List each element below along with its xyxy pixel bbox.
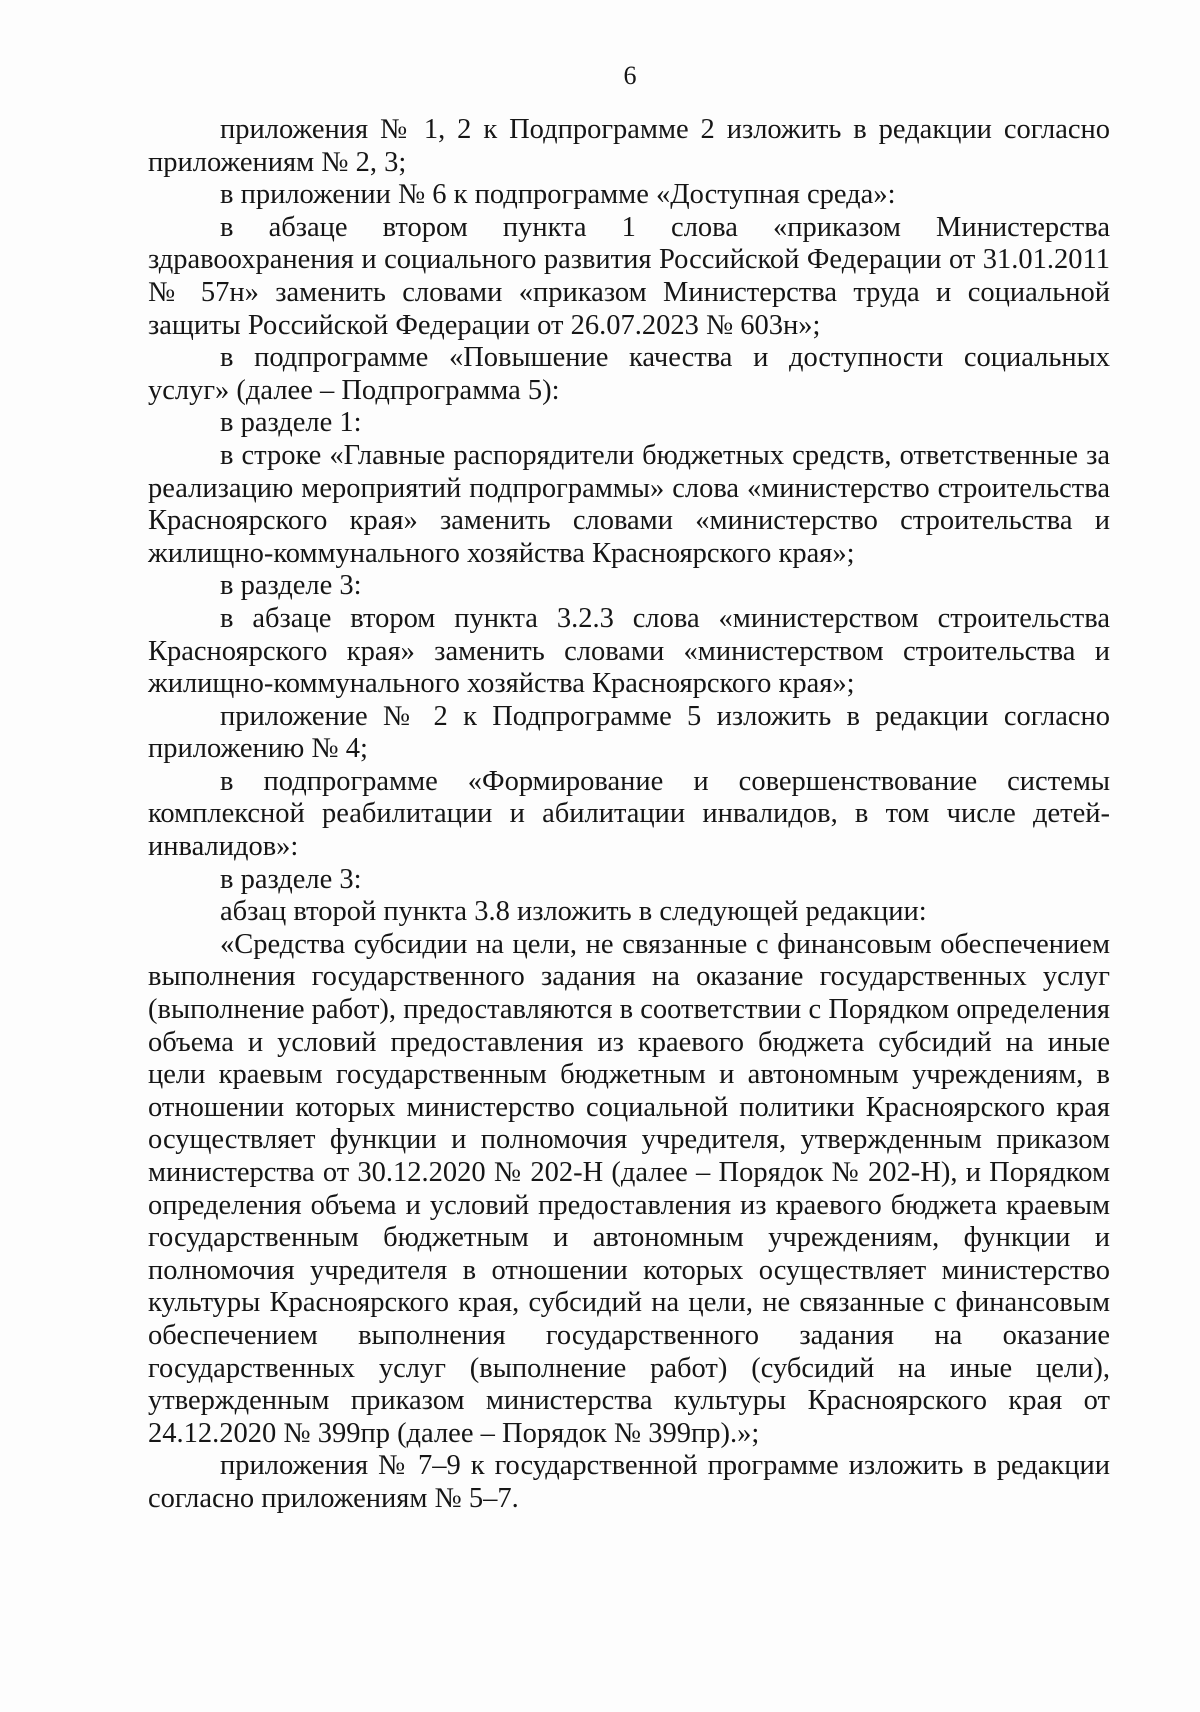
paragraph-subsidy-quote: «Средства субсидии на цели, не связанные с финансовым обеспечением выполнения государственного задания на оказание государственных услуг (выполнение работ), предоставляются в соответствии с Порядком определения объема и условий предоставления из краевого бюджета субсидий на иные цели краевым государственным бюджетным и автономным учреждениям, в отношении которых министерство социальной политики Красноярского края осуществляет функции и полномочия учредителя, утвержденным приказом министерства от 30.12.2020 № 202-Н (далее – Порядок № 202-Н), и Порядком определения объема и условий предоставления из краевого бюджета краевым государственным бюджетным и автономным учреждениям, функции и полномочия учредителя в отношении которых осуществляет министерство культуры Красноярского края, субсидий на цели, не связанные с финансовым обеспечением выполнения государственного задания на оказание государственных услуг (выполнение работ) (субсидий на иные цели), утвержденным приказом министерства культуры Красноярского края от 24.12.2020 № 399пр (далее – Порядок № 399пр).»; bbox=[148, 928, 1110, 1449]
paragraph-budget-managers-line: в строке «Главные распорядители бюджетных средств, ответственные за реализацию мероприятий подпрограммы» слова «министерство строительства Красноярского края» заменить словами «министерство строительства и жилищно-коммунального хозяйства Красноярского края»; bbox=[148, 439, 1110, 569]
paragraph-subprogram-5: в подпрограмме «Повышение качества и доступности социальных услуг» (далее – Подпрограмма 5): bbox=[148, 342, 1110, 406]
paragraph-section-3-second: в разделе 3: bbox=[220, 863, 362, 895]
paragraph-appendix-6-accessible-env: в приложении № 6 к подпрограмме «Доступная среда»: bbox=[220, 179, 896, 211]
paragraph-section-1: в разделе 1: bbox=[220, 407, 362, 439]
paragraph-clause-3-8-intro: абзац второй пункта 3.8 изложить в следующей редакции: bbox=[220, 896, 927, 928]
paragraph-clause-3-2-3: в абзаце втором пункта 3.2.3 слова «министерством строительства Красноярского края» заменить словами «министерством строительства и жилищно-коммунального хозяйства Красноярского края»; bbox=[148, 602, 1110, 700]
paragraph-appendix-2-subprogram-5: приложение № 2 к Подпрограмме 5 изложить в редакции согласно приложению № 4; bbox=[148, 700, 1110, 765]
page-number: 6 bbox=[623, 61, 637, 90]
paragraph-appendices-1-2: приложения № 1, 2 к Подпрограмме 2 изложить в редакции согласно приложениям № 2, 3; bbox=[148, 114, 1110, 178]
paragraph-order-replacement: в абзаце втором пункта 1 слова «приказом Министерства здравоохранения и социального развития Российской Федерации от 31.01.2011 № 57н» заменить словами «приказом Министерства труда и социальной защиты Российской Федерации от 26.07.2023 № 603н»; bbox=[148, 211, 1110, 341]
paragraph-section-3: в разделе 3: bbox=[220, 570, 362, 602]
paragraph-appendices-7-9: приложения № 7–9 к государственной программе изложить в редакции согласно приложениям № 5–7. bbox=[148, 1450, 1110, 1514]
paragraph-rehabilitation-subprogram: в подпрограмме «Формирование и совершенствование системы комплексной реабилитации и абилитации инвалидов, в том числе детей-инвалидов»: bbox=[148, 765, 1110, 863]
document-body bbox=[148, 114, 1110, 1516]
